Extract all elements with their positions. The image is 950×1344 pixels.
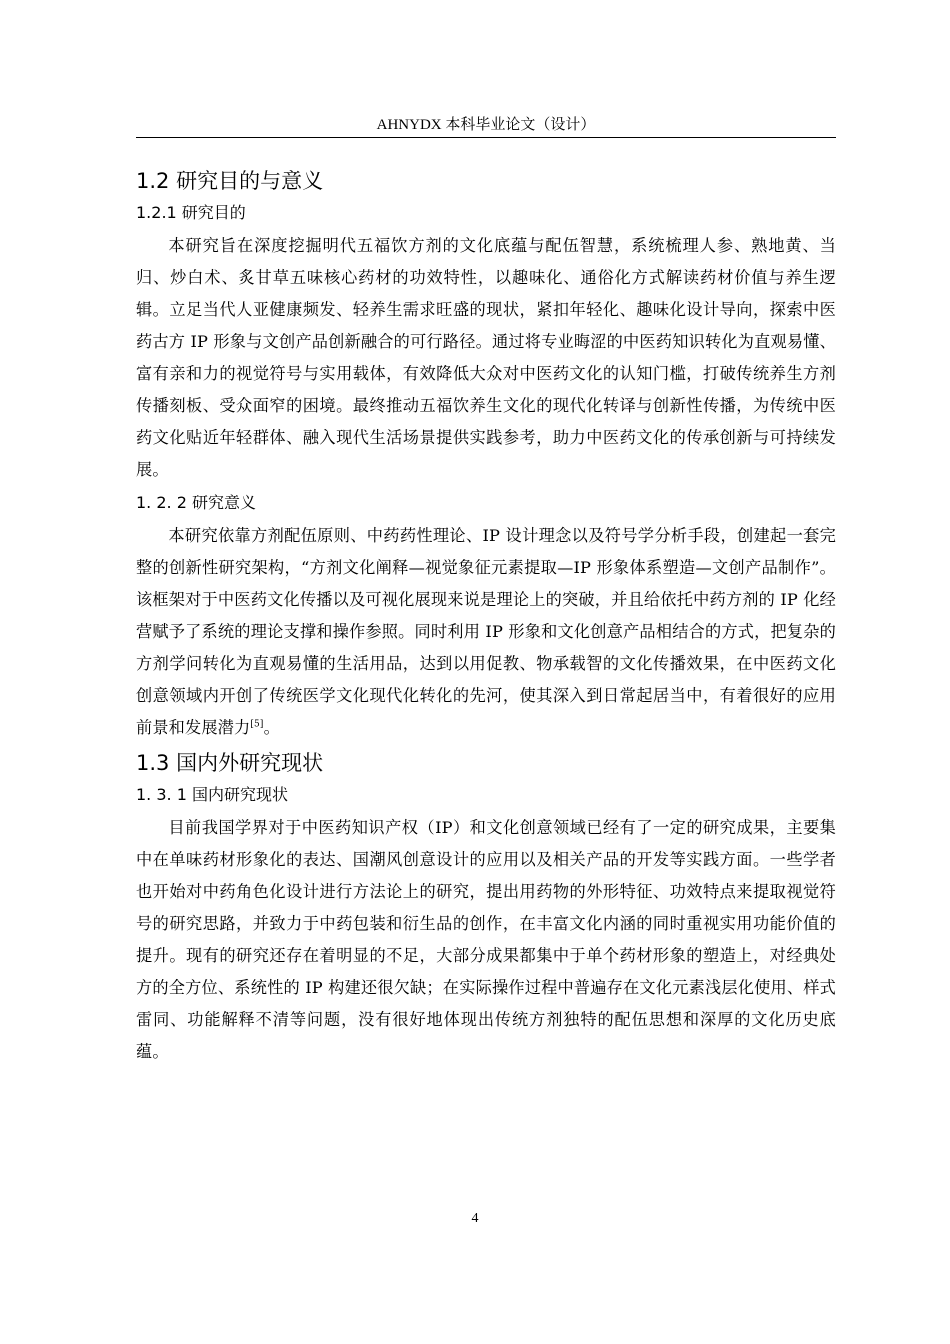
subsection-heading-1-3-1: 1. 3. 1 国内研究现状	[136, 785, 288, 804]
page-number: 4	[471, 1211, 479, 1226]
header-rule	[136, 137, 836, 138]
subsection-heading-1-2-1: 1.2.1 研究目的	[136, 203, 246, 222]
citation-reference: [5]	[250, 719, 264, 730]
page-body	[136, 166, 836, 1072]
paragraph-research-purpose: 本研究旨在深度挖掘明代五福饮方剂的文化底蕴与配伍智慧，系统梳理人参、熟地黄、当归、炒白术、炙甘草五味核心药材的功效特性，以趣味化、通俗化方式解读药材价值与养生逻辑。立足当代人亚健康频发、轻养生需求旺盛的现状，紧扣年轻化、趣味化设计导向，探索中医药古方 IP 形象与文创产品创新融合的可行路径。通过将专业晦涩的中医药知识转化为直观易懂、富有亲和力的视觉符号与实用载体，有效降低大众对中医药文化的认知门槛，打破传统养生方剂传播刻板、受众面窄的困境。最终推动五福饮养生文化的现代化转译与创新性传播，为传统中医药文化贴近年轻群体、融入现代生活场景提供实践参考，助力中医药文化的传承创新与可持续发展。	[136, 236, 836, 479]
section-heading-1-3: 1.3 国内外研究现状	[136, 751, 324, 775]
paragraph-domestic-research: 目前我国学界对于中医药知识产权（IP）和文化创意领域已经有了一定的研究成果，主要集中在单味药材形象化的表达、国潮风创意设计的应用以及相关产品的开发等实践方面。一些学者也开始对中药角色化设计进行方法论上的研究，提出用药物的外形特征、功效特点来提取视觉符号的研究思路，并致力于中药包装和衍生品的创作，在丰富文化内涵的同时重视实用功能价值的提升。现有的研究还存在着明显的不足，大部分成果都集中于单个药材形象的塑造上，对经典处方的全方位、系统性的 IP 构建还很欠缺；在实际操作过程中普遍存在文化元素浅层化使用、样式雷同、功能解释不清等问题，没有很好地体现出传统方剂独特的配伍思想和深厚的文化历史底蕴。	[136, 818, 836, 1061]
subsection-heading-1-2-2: 1. 2. 2 研究意义	[136, 493, 256, 512]
section-heading-1-2: 1.2 研究目的与意义	[136, 169, 324, 193]
paragraph-research-significance	[136, 520, 836, 744]
paragraph-text: 本研究依靠方剂配伍原则、中药药性理论、IP 设计理念以及符号学分析手段，创建起一套完整的创新性研究架构，“方剂文化阐释—视觉象征元素提取—IP 形象体系塑造—文创产品制作”。该框架对于中医药文化传播以及可视化展现来说是理论上的突破，并且给依托中药方剂的 IP 化经营赋予了系统的理论支撑和操作参照。同时利用 IP 形象和文化创意产品相结合的方式，把复杂的方剂学问转化为直观易懂的生活用品，达到以用促教、物承载智的文化传播效果，在中医药文化创意领域内开创了传统医学文化现代化转化的先河，使其深入到日常起居当中，有着很好的应用前景和发展潜力	[136, 526, 836, 737]
paragraph-tail: 。	[263, 718, 280, 737]
running-header: AHNYDX 本科毕业论文（设计）	[376, 117, 596, 133]
